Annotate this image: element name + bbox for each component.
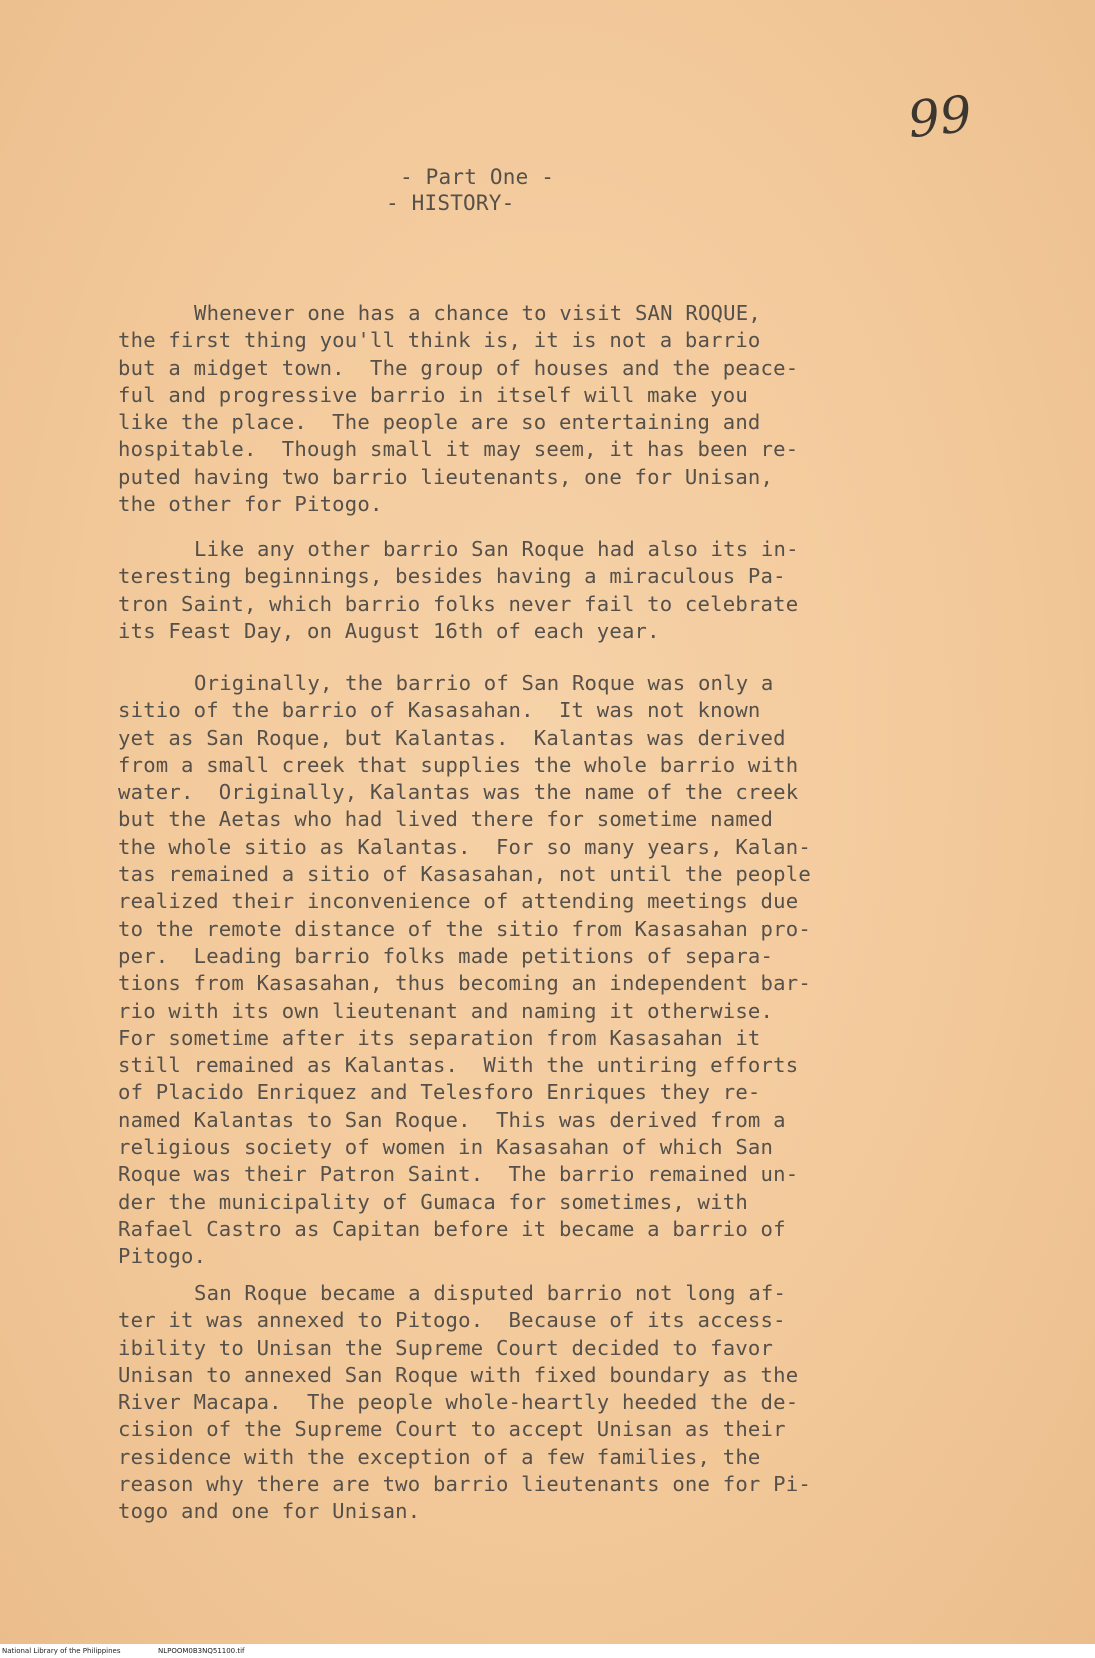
- text-line: der the municipality of Gumaca for sometimes, with: [118, 1189, 748, 1214]
- text-line: Originally, the barrio of San Roque was only a: [194, 671, 774, 695]
- text-line: River Macapa. The people whole-heartly heeded the de-: [118, 1390, 799, 1415]
- paragraph-1: [118, 300, 978, 518]
- text-line: tas remained a sitio of Kasasahan, not until the people: [118, 862, 811, 887]
- text-line: but the Aetas who had lived there for sometime named: [118, 807, 774, 832]
- text-line: cision of the Supreme Court to accept Unisan as their: [118, 1417, 786, 1442]
- text-line: Pitogo.: [118, 1244, 207, 1269]
- section-heading: - HISTORY-: [386, 191, 515, 215]
- scan-footer: [0, 1644, 1095, 1658]
- text-line: Roque was their Patron Saint. The barrio remained un-: [118, 1162, 799, 1187]
- text-line: ter it was annexed to Pitogo. Because of its access-: [118, 1308, 786, 1333]
- text-line: yet as San Roque, but Kalantas. Kalantas was derived: [118, 725, 786, 750]
- text-line: the first thing you'll think is, it is not a barrio: [118, 328, 761, 353]
- text-line: tions from Kasasahan, thus becoming an independent bar-: [118, 971, 811, 996]
- text-line: like the place. The people are so entertaining and: [118, 410, 761, 435]
- text-line: to the remote distance of the sitio from Kasasahan pro-: [118, 916, 811, 941]
- text-line: For sometime after its separation from Kasasahan it: [118, 1025, 761, 1050]
- text-line: ibility to Unisan the Supreme Court decided to favor: [118, 1335, 774, 1360]
- text-line: water. Originally, Kalantas was the name of the creek: [118, 780, 799, 805]
- text-line: reason why there are two barrio lieutenants one for Pi-: [118, 1472, 811, 1497]
- page-number: 99: [905, 84, 975, 150]
- text-line: the whole sitio as Kalantas. For so many years, Kalan-: [118, 834, 811, 859]
- text-line: Whenever one has a chance to visit SAN ROQUE,: [194, 301, 761, 325]
- text-line: religious society of women in Kasasahan of which San: [118, 1135, 774, 1160]
- text-line: its Feast Day, on August 16th of each year.: [118, 618, 660, 643]
- paragraph-2: [118, 536, 978, 645]
- text-line: togo and one for Unisan.: [118, 1499, 421, 1524]
- text-line: still remained as Kalantas. With the untiring efforts: [118, 1053, 799, 1078]
- footer-source-label: National Library of the Philippines: [2, 1647, 121, 1655]
- text-line: of Placido Enriquez and Telesforo Enriques they re-: [118, 1080, 761, 1105]
- text-line: per. Leading barrio folks made petitions of separa-: [118, 943, 774, 968]
- text-line: residence with the exception of a few families, the: [118, 1444, 761, 1469]
- text-line: San Roque became a disputed barrio not long af-: [194, 1281, 787, 1305]
- text-line: from a small creek that supplies the whole barrio with: [118, 752, 799, 777]
- paragraph-4: [118, 1280, 978, 1526]
- text-line: realized their inconvenience of attending meetings due: [118, 889, 799, 914]
- text-line: Like any other barrio San Roque had also its in-: [194, 537, 799, 561]
- paragraph-3: [118, 670, 978, 1271]
- text-line: ful and progressive barrio in itself will make you: [118, 382, 748, 407]
- part-heading: - Part One -: [400, 165, 555, 189]
- text-line: Unisan to annexed San Roque with fixed boundary as the: [118, 1362, 799, 1387]
- text-line: the other for Pitogo.: [118, 492, 383, 517]
- text-line: Rafael Castro as Capitan before it became a barrio of: [118, 1216, 786, 1241]
- text-line: tron Saint, which barrio folks never fail to celebrate: [118, 591, 799, 616]
- text-line: sitio of the barrio of Kasasahan. It was not known: [118, 698, 761, 723]
- text-line: teresting beginnings, besides having a miraculous Pa-: [118, 564, 786, 589]
- text-line: puted having two barrio lieutenants, one for Unisan,: [118, 464, 774, 489]
- text-line: rio with its own lieutenant and naming it otherwise.: [118, 998, 774, 1023]
- text-line: named Kalantas to San Roque. This was derived from a: [118, 1107, 786, 1132]
- text-line: hospitable. Though small it may seem, it has been re-: [118, 437, 799, 462]
- text-line: but a midget town. The group of houses and the peace-: [118, 355, 799, 380]
- footer-filename: NLPOOM0B3NQ51100.tif: [158, 1647, 245, 1655]
